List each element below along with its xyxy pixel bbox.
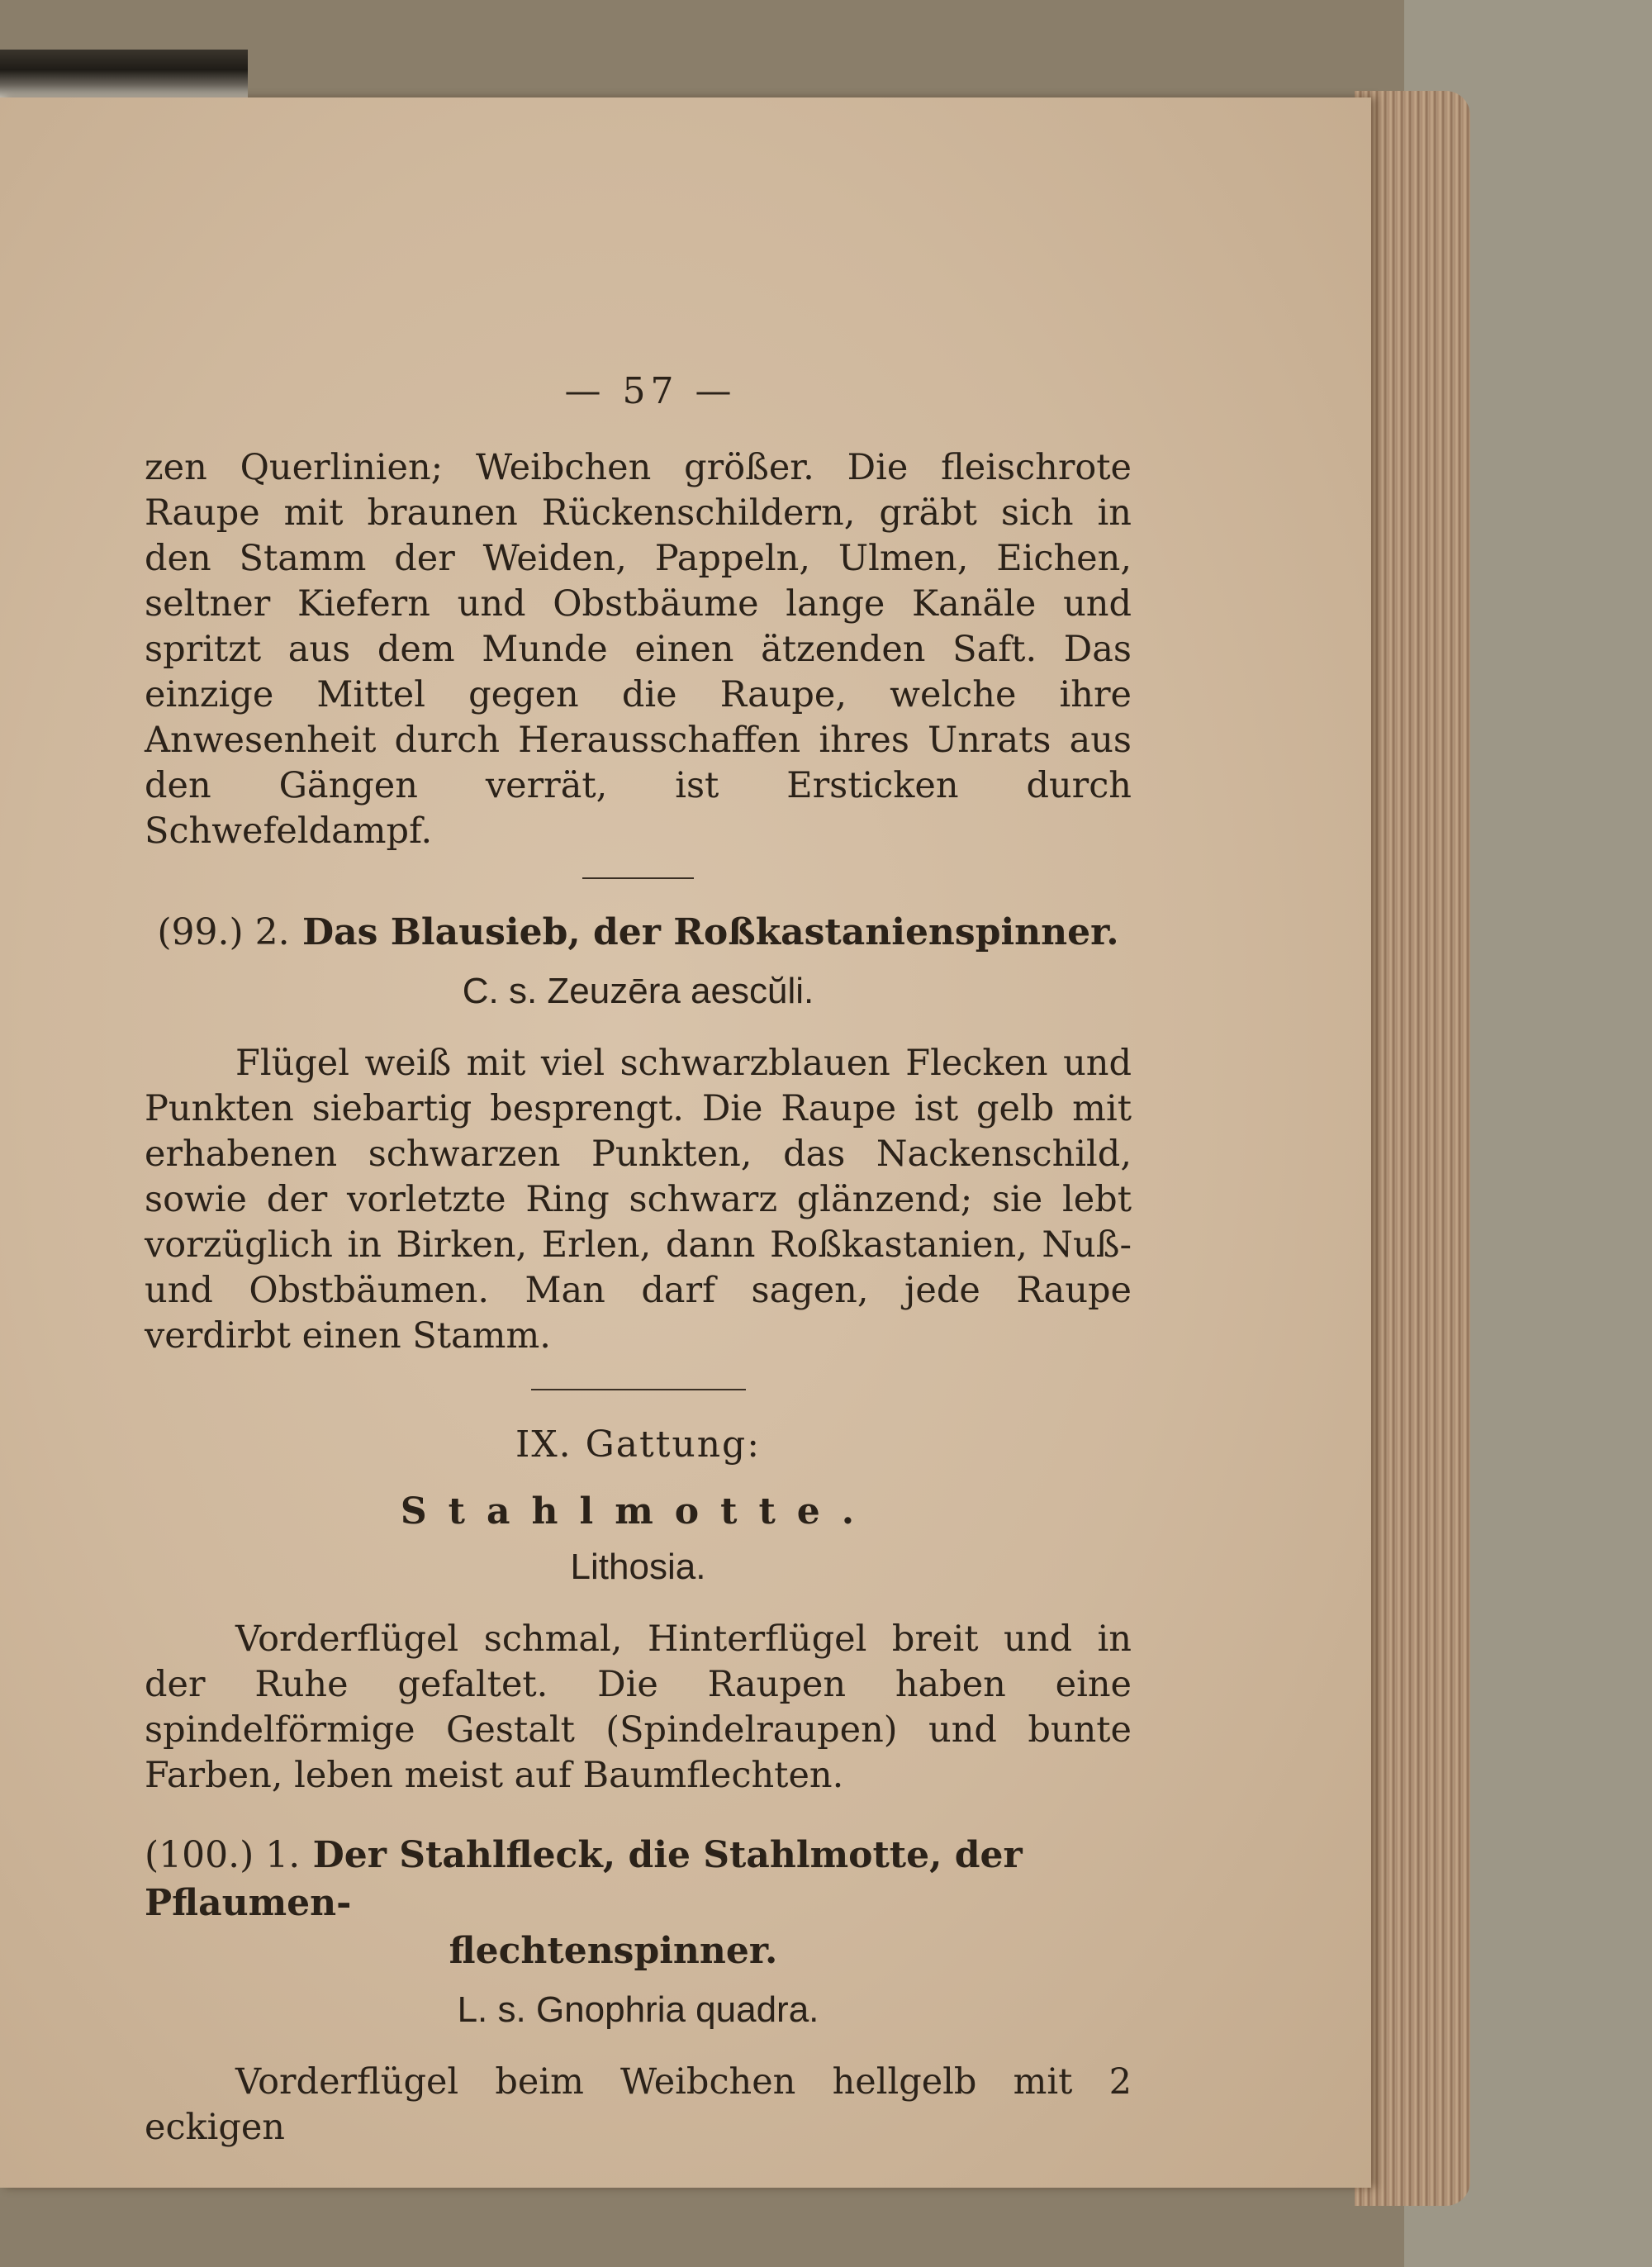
entry-100-latin: L. s. Gnophria quadra. bbox=[457, 1989, 819, 2030]
entry-99-latin: C. s. Zeuzēra aescŭli. bbox=[462, 971, 814, 1011]
genus-label: IX. Gattung: bbox=[515, 1423, 762, 1466]
divider bbox=[531, 1389, 746, 1390]
divider bbox=[582, 877, 694, 879]
entry-100-description: Vorderflügel beim Weibchen hellgelb mit 2 eckigen bbox=[145, 2061, 1132, 2148]
genus-latin: Lithosia. bbox=[570, 1547, 706, 1587]
entry-100-title-line2: flechtenspinner. bbox=[449, 1930, 778, 1972]
entry-99-title: Das Blausieb, der Roßkastanienspinner. bbox=[301, 911, 1119, 953]
entry-99-description: Flügel weiß mit viel schwarzblauen Flecken und Punkten siebartig besprengt. Die Raupe ist gelb mit erhabenen schwarzen Punkten, das Nackenschild, sowie der vorletzte Ring schwarz glänzend; sie lebt vorzüglich in Birken, Erlen, dann Roßkastanien, Nuß- und Obstbäumen. Man darf sagen, jede Raupe verdirbt einen Stamm. bbox=[145, 1043, 1132, 1357]
entry-100-heading bbox=[145, 1832, 1132, 1975]
entry-99-number: (99.) 2. bbox=[157, 911, 290, 953]
page-number: — 57 — bbox=[564, 370, 737, 412]
entry-100-title-line1: Der Stahlfleck, die Stahlmotte, der Pflaumen- bbox=[145, 1834, 1023, 1924]
genus-description: Vorderflügel schmal, Hinterflügel breit und in der Ruhe gefaltet. Die Raupen haben eine spindelförmige Gestalt (Spindelraupen) und bunte Farben, leben meist auf Baumflechten. bbox=[145, 1618, 1132, 1796]
genus-name: Stahlmotte. bbox=[400, 1490, 876, 1533]
entry-100-number: (100.) 1. bbox=[145, 1834, 301, 1876]
page-text bbox=[145, 370, 1132, 2151]
paragraph-continuation: zen Querlinien; Weibchen größer. Die fleischrote Raupe mit braunen Rückenschildern, gräbt sich in den Stamm der Weiden, Pappeln, Ulmen, Eichen, seltner Kiefern und Obstbäume lange Kanäle und spritzt aus dem Munde einen ätzenden Saft. Das einzige Mittel gegen die Raupe, welche ihre Anwesenheit durch Herausschaffen ihres Unrats aus den Gängen verrät, ist Ersticken durch Schwefeldampf. bbox=[145, 447, 1132, 852]
entry-99-heading bbox=[145, 909, 1132, 957]
book-page bbox=[0, 97, 1371, 2188]
cloth-strip bbox=[0, 50, 248, 101]
page-edges bbox=[1355, 91, 1470, 2206]
